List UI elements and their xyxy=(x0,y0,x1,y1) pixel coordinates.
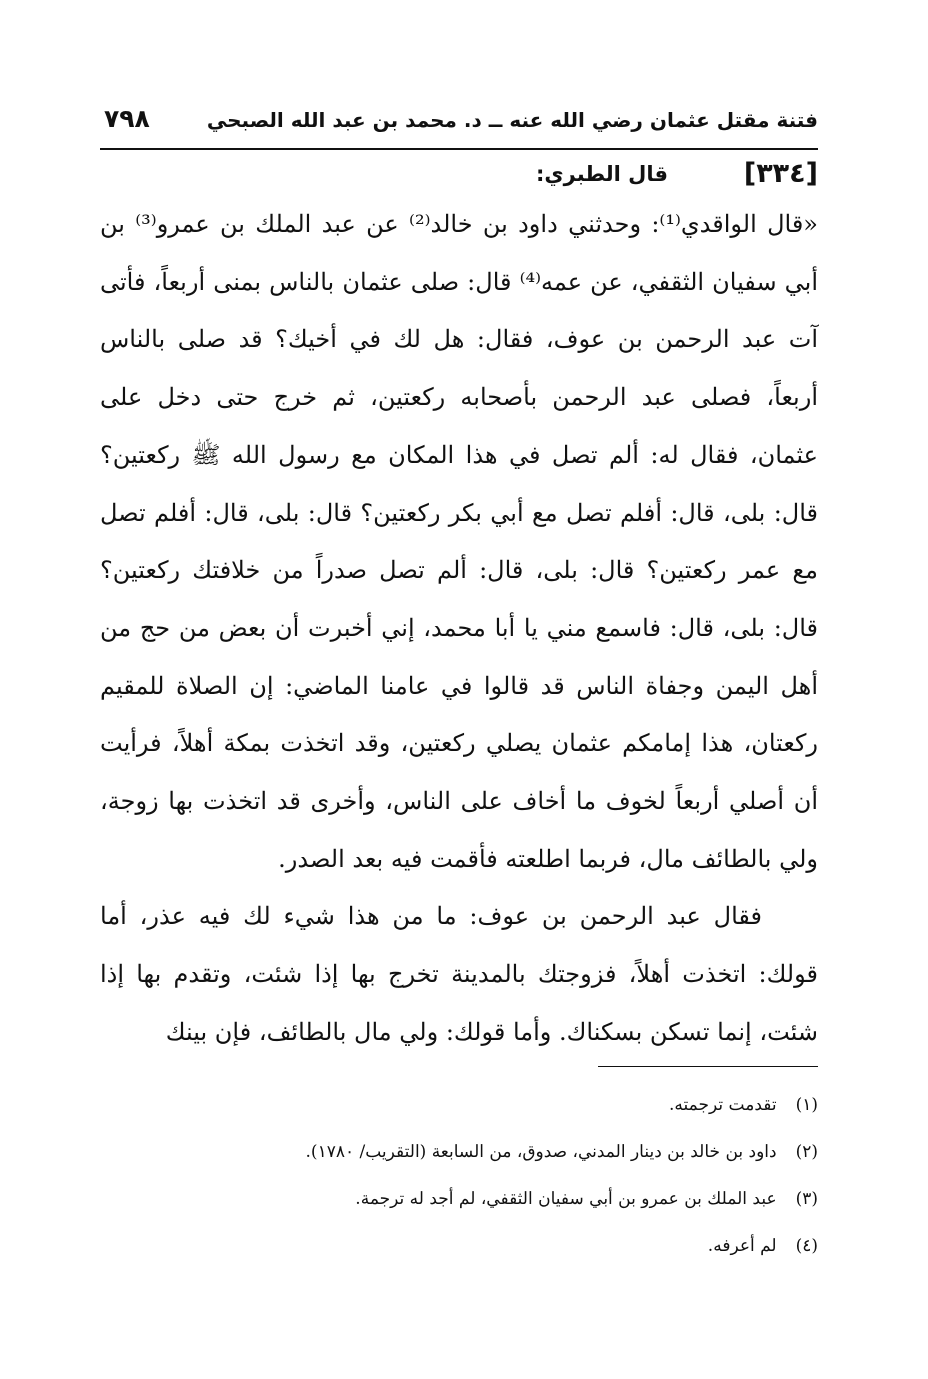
footnote-text: تقدمت ترجمته. xyxy=(669,1095,777,1115)
page-number: ٧٩٨ xyxy=(104,104,150,133)
footnote-text: داود بن خالد بن دينار المدني، صدوق، من السابعة (التقريب/ ١٧٨٠). xyxy=(305,1142,777,1162)
paragraph: «قال الواقدي⁽¹⁾: وحدثني داود بن خالد⁽²⁾ عن عبد الملك بن عمرو⁽³⁾ بن أبي سفيان الثقفي، عن عمه⁽⁴⁾ قال: صلى عثمان بالناس بمنى أربعاً، فأتى آت عبد الرحمن بن عوف، فقال: هل لك في أخيك؟ قد صلى بالناس أربعاً، فصلى عبد الرحمن بأصحابه ركعتين، ثم خرج حتى دخل على عثمان، فقال له: ألم تصل في هذا المكان مع رسول الله ﷺ ركعتين؟ قال: بلى، قال: أفلم تصل مع أبي بكر ركعتين؟ قال: بلى، قال: أفلم تصل مع عمر ركعتين؟ قال: بلى، قال: ألم تصل صدراً من خلافتك ركعتين؟ قال: بلى، قال: فاسمع مني يا أبا محمد، إني أخبرت أن بعض من حج من أهل اليمن وجفاة الناس قد قالوا في عامنا الماضي: إن الصلاة للمقيم ركعتان، هذا إمامكم عثمان يصلي ركعتين، وقد اتخذت بمكة أهلاً، فرأيت أن أصلي أربعاً لخوف ما أخاف على الناس، وأخرى قد اتخذت بها زوجة، ولي بالطائف مال، فربما اطلعته فأقمت فيه بعد الصدر. xyxy=(100,210,818,873)
footnote-item xyxy=(100,1176,818,1223)
footnote-number: (١) xyxy=(795,1095,818,1115)
footnote-number: (٤) xyxy=(795,1236,818,1256)
footnote-divider xyxy=(598,1066,818,1067)
footnote-number: (٣) xyxy=(795,1189,818,1209)
running-header xyxy=(100,104,818,144)
book-title: فتنة مقتل عثمان رضي الله عنه ــ د. محمد بن عبد الله الصبحي xyxy=(206,108,818,132)
footnote-text: عبد الملك بن عمرو بن أبي سفيان الثقفي، لم أجد له ترجمة. xyxy=(355,1189,777,1209)
paragraph: فقال عبد الرحمن بن عوف: ما من هذا شيء لك فيه عذر، أما قولك: اتخذت أهلاً، فزوجتك بالمدينة تخرج بها إذا شئت، وتقدم بها إذا شئت، إنما تسكن بسكناك. وأما قولك: ولي مال بالطائف، فإن بينك xyxy=(100,902,818,1046)
section-number: [٣٣٤] xyxy=(743,158,818,189)
main-text xyxy=(100,196,818,1062)
footnote-item xyxy=(100,1082,818,1129)
section-heading xyxy=(100,158,818,198)
section-label: قال الطبري: xyxy=(536,162,668,186)
footnotes xyxy=(100,1082,818,1270)
footnote-item xyxy=(100,1129,818,1176)
header-divider xyxy=(100,148,818,150)
footnote-number: (٢) xyxy=(795,1142,818,1162)
footnote-text: لم أعرفه. xyxy=(707,1236,777,1256)
footnote-item xyxy=(100,1223,818,1270)
